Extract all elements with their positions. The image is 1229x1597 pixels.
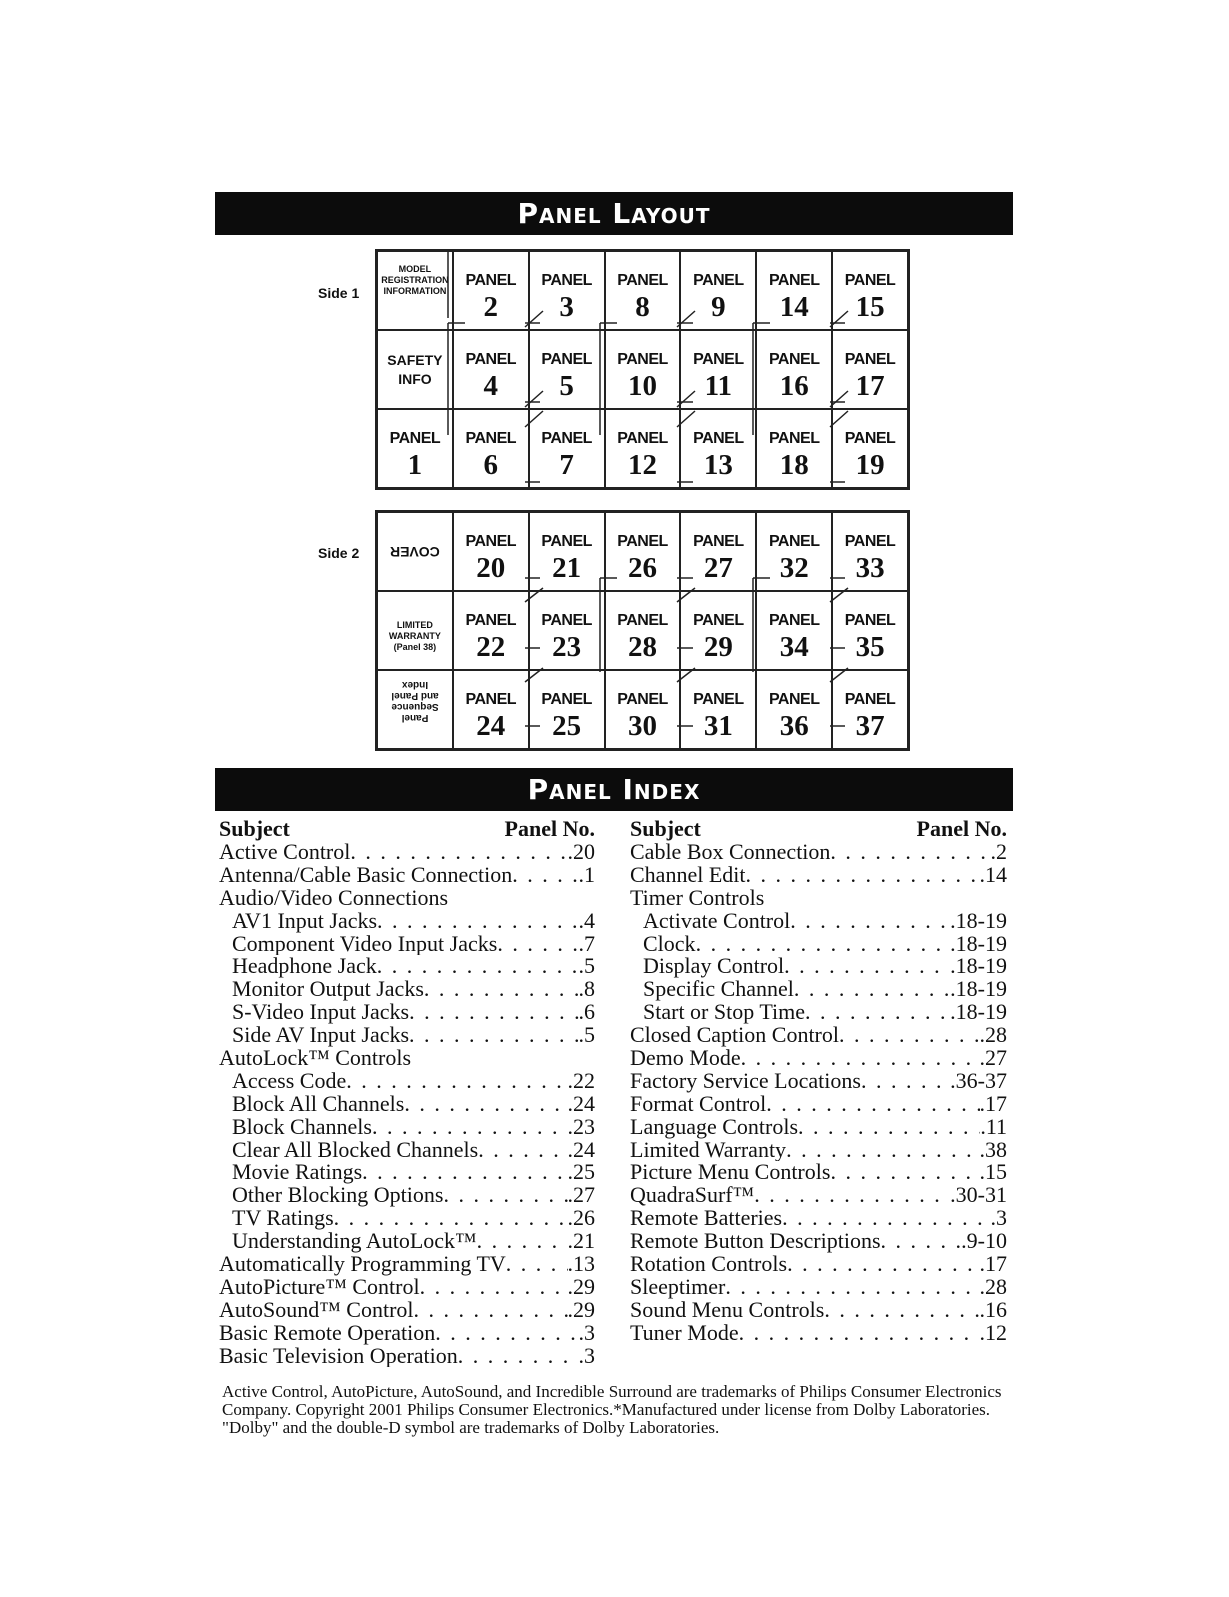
index-entry — [630, 955, 1007, 978]
panel-cell: PANEL 27 — [680, 512, 756, 591]
index-entry-panel: .13 — [567, 1253, 595, 1276]
leader-dots — [881, 1230, 962, 1253]
panel-number: 33 — [855, 552, 885, 584]
panel-number: 11 — [704, 370, 733, 402]
panel-cell: PANEL 6 — [453, 409, 529, 488]
leader-dots — [497, 933, 578, 956]
index-entry — [630, 978, 1007, 1001]
index-entry-subject: Understanding AutoLock™ — [232, 1230, 477, 1254]
index-entry-subject: Activate Control — [643, 909, 791, 933]
subject-header: Subject — [630, 816, 701, 841]
index-entry — [219, 1345, 595, 1368]
index-entry-panel: .29 — [567, 1298, 595, 1322]
index-entry — [219, 1070, 595, 1093]
index-entry-subject: Specific Channel — [643, 978, 794, 1002]
leader-dots — [377, 955, 579, 978]
panel-number: 16 — [779, 370, 809, 402]
index-right-list — [630, 841, 1007, 1345]
index-entry — [630, 1276, 1007, 1299]
index-entry-subject: Basic Remote Operation — [219, 1321, 436, 1345]
index-entry-subject: Format Control — [630, 1092, 767, 1116]
index-entry-subject: AutoLock™ Controls — [219, 1047, 412, 1070]
panel-cell: PANEL 1 — [377, 409, 453, 488]
index-entry — [219, 841, 595, 864]
index-entry — [630, 1322, 1007, 1345]
index-entry-panel: .28 — [979, 1024, 1007, 1048]
panel-index-header — [215, 768, 1013, 811]
index-entry-subject: Timer Controls — [630, 886, 765, 910]
index-entry-subject: Channel Edit — [630, 863, 746, 887]
index-left-header — [219, 818, 595, 841]
index-entry-panel: .18-19 — [950, 1001, 1007, 1025]
index-entry — [630, 1024, 1007, 1047]
index-entry-subject: Factory Service Locations — [630, 1069, 861, 1093]
leader-dots — [377, 910, 578, 933]
index-entry-panel: .23 — [567, 1115, 595, 1139]
index-entry-panel: .24 — [567, 1092, 595, 1116]
index-entry-panel: .27 — [979, 1047, 1007, 1070]
leader-dots — [784, 955, 950, 978]
panel-number: 30 — [627, 710, 657, 742]
panel-cell: PANEL 5 — [529, 330, 605, 409]
panel-cell: PANEL 7 — [529, 409, 605, 488]
panel-cell: PANEL 8 — [605, 251, 681, 330]
leader-dots — [409, 1001, 578, 1024]
panel-cell: PANEL 14 — [756, 251, 832, 330]
leader-dots — [414, 1299, 568, 1322]
index-entry-subject: Other Blocking Options — [232, 1184, 444, 1208]
index-entry-panel: .11 — [980, 1115, 1007, 1139]
index-entry — [630, 864, 1007, 887]
index-entry-panel: .27 — [567, 1184, 595, 1208]
leader-dots — [350, 841, 567, 864]
panel-cell: PANEL 32 — [756, 512, 832, 591]
index-entry-subject: AV1 Input Jacks — [232, 909, 378, 933]
index-entry — [219, 1001, 595, 1024]
panel-sequence-text: Panel Sequence and Panel Index — [391, 679, 439, 723]
index-entry-panel: .16 — [979, 1298, 1007, 1322]
panel-cell: PANEL 36 — [756, 670, 832, 749]
index-entry-subject: TV Ratings — [232, 1207, 334, 1231]
index-entry-panel: .3 — [990, 1207, 1007, 1231]
index-entry-panel: .26 — [567, 1207, 595, 1231]
panel-number: 14 — [779, 291, 809, 323]
panel-cell: PANEL 35 — [832, 591, 908, 670]
cover-text: COVER — [390, 544, 440, 560]
index-entry-panel: .22 — [567, 1069, 595, 1093]
panel-number: 26 — [627, 552, 657, 584]
leader-dots — [830, 841, 990, 864]
index-entry — [219, 933, 595, 956]
index-entry — [630, 933, 1007, 956]
leader-dots — [739, 1322, 980, 1345]
panel-number: 29 — [703, 631, 733, 663]
panel-number: 27 — [703, 552, 733, 584]
index-entry-panel: .18-19 — [950, 955, 1007, 979]
leader-dots — [798, 1116, 980, 1139]
index-entry — [219, 1322, 595, 1345]
index-entry — [630, 1116, 1007, 1139]
panel-cell: PANEL 25 — [529, 670, 605, 749]
leader-dots — [787, 1253, 979, 1276]
panel-number: 37 — [855, 710, 885, 742]
panel-number: 31 — [703, 710, 733, 742]
leader-dots — [805, 1001, 950, 1024]
index-entry — [630, 1299, 1007, 1322]
trademark-footnote: Active Control, AutoPicture, AutoSound, and Incredible Surround are trademarks of Philips Consumer Electronics Company. Copyright 2001 Philips Consumer Electronics.*Manufactured under license from Dolby Laboratories. "Dolby" and the double-D symbol are trademarks of Dolby Laboratories. — [222, 1382, 1002, 1437]
leader-dots — [839, 1024, 980, 1047]
panel-cell: PANEL 21 — [529, 512, 605, 591]
index-entry-subject: Remote Batteries — [630, 1207, 783, 1231]
index-entry-panel: .21 — [567, 1230, 595, 1254]
panel-cell: PANEL 29 — [680, 591, 756, 670]
panel-cell: PANEL 2 — [453, 251, 529, 330]
panel-number: 5 — [559, 370, 574, 402]
index-entry — [219, 1253, 595, 1276]
leader-dots — [435, 1322, 578, 1345]
leader-dots — [861, 1070, 950, 1093]
leader-dots — [824, 1299, 979, 1322]
leader-dots — [362, 1161, 567, 1184]
limited-warranty-text: LIMITED WARRANTY (Panel 38) — [388, 620, 441, 652]
panel-cell: PANEL 9 — [680, 251, 756, 330]
index-entry — [630, 841, 1007, 864]
panel-number: 28 — [627, 631, 657, 663]
index-entry-subject: Display Control — [643, 955, 785, 979]
leader-dots — [766, 1093, 979, 1116]
leader-dots — [478, 1139, 567, 1162]
index-entry-panel: .14 — [979, 863, 1007, 887]
index-entry — [219, 1299, 595, 1322]
panel-cell: PANEL 22 — [453, 591, 529, 670]
panel-cell: PANEL 28 — [605, 591, 681, 670]
index-entry-panel: .25 — [567, 1161, 595, 1185]
panel-number: 7 — [559, 449, 574, 481]
index-entry — [630, 1161, 1007, 1184]
panel-cell: PANEL 37 — [832, 670, 908, 749]
panel-no-header: Panel No. — [916, 816, 1007, 841]
index-entry-panel: .1 — [578, 863, 595, 887]
index-entry-subject: Access Code — [232, 1069, 347, 1093]
safety-info-text: SAFETY INFO — [387, 351, 443, 387]
index-entry-subject: Start or Stop Time — [643, 1001, 805, 1025]
panel-number: 12 — [627, 449, 657, 481]
index-entry — [630, 1047, 1007, 1070]
leader-dots — [458, 1345, 579, 1368]
leader-dots — [424, 978, 579, 1001]
leader-dots — [477, 1230, 568, 1253]
index-entry-subject: Monitor Output Jacks — [232, 978, 424, 1002]
panel-number: 2 — [483, 291, 499, 323]
panel-number: 24 — [476, 710, 506, 742]
index-entry — [219, 1139, 595, 1162]
panel-layout-title: Panel Layout — [517, 197, 711, 230]
index-entry-panel: .17 — [979, 1092, 1007, 1116]
leader-dots — [512, 864, 578, 887]
index-entry-subject: Limited Warranty — [630, 1138, 787, 1162]
index-entry — [219, 864, 595, 887]
panel-cell: PANEL 4 — [453, 330, 529, 409]
index-entry-subject: Side AV Input Jacks — [232, 1024, 410, 1048]
panel-cell: PANEL 33 — [832, 512, 908, 591]
index-entry — [630, 1253, 1007, 1276]
side-1-sequence-arrows — [375, 249, 910, 489]
side-2-sequence-arrows — [375, 510, 910, 750]
leader-dots — [409, 1024, 578, 1047]
leader-dots — [696, 933, 951, 956]
leader-dots — [404, 1093, 567, 1116]
index-entry-panel: .12 — [979, 1321, 1007, 1345]
index-entry-subject: Antenna/Cable Basic Connection — [219, 863, 513, 887]
panel-cell: PANEL 30 — [605, 670, 681, 749]
index-entry-subject: Rotation Controls — [630, 1253, 788, 1276]
leader-dots — [754, 1184, 950, 1207]
panel-number: 20 — [476, 552, 506, 584]
leader-dots — [334, 1207, 568, 1230]
index-entry-subject: Automatically Programming TV — [219, 1253, 506, 1276]
index-left-list — [219, 841, 595, 1367]
index-entry-subject: Closed Caption Control — [630, 1024, 839, 1048]
index-entry-subject: Clear All Blocked Channels — [232, 1138, 479, 1162]
index-entry — [219, 1276, 595, 1299]
index-entry-subject: Cable Box Connection — [630, 841, 831, 864]
index-entry-panel: .5 — [578, 1024, 595, 1048]
panel-cell: PANEL 26 — [605, 512, 681, 591]
index-right-header — [630, 818, 1007, 841]
leader-dots — [443, 1184, 567, 1207]
panel-number: 34 — [779, 631, 809, 663]
index-entry-panel: .30-31 — [950, 1184, 1007, 1208]
panel-number: 1 — [407, 449, 423, 481]
panel-number: 10 — [627, 370, 657, 402]
index-entry-panel: .18-19 — [950, 932, 1007, 956]
index-entry-subject: Tuner Mode — [630, 1321, 739, 1345]
index-entry-panel: .38 — [979, 1138, 1007, 1162]
panel-cell: PANEL 10 — [605, 330, 681, 409]
panel-number: 32 — [779, 552, 809, 584]
index-entry-subject: Audio/Video Connections — [219, 886, 449, 910]
index-entry — [219, 1230, 595, 1253]
index-entry-subject: Block All Channels — [232, 1092, 405, 1116]
index-right-column — [630, 818, 1007, 1345]
leader-dots — [372, 1116, 568, 1139]
index-entry — [219, 910, 595, 933]
index-entry-subject: Headphone Jack — [232, 955, 377, 979]
index-entry-subject: S-Video Input Jacks — [232, 1001, 410, 1025]
index-entry-panel: .18-19 — [950, 909, 1007, 933]
side-1-label: Side 1 — [318, 285, 360, 301]
panel-cell: PANEL 15 — [832, 251, 908, 330]
index-entry — [219, 1047, 595, 1070]
index-entry — [630, 910, 1007, 933]
panel-number: 13 — [703, 449, 733, 481]
leader-dots — [830, 1161, 979, 1184]
panel-number: 21 — [552, 552, 582, 584]
panel-number: 25 — [552, 710, 582, 742]
index-entry-panel: .7 — [578, 932, 595, 956]
index-entry — [219, 1184, 595, 1207]
leader-dots — [782, 1207, 990, 1230]
leader-dots — [741, 1047, 980, 1070]
index-entry — [630, 1093, 1007, 1116]
index-entry-subject: Demo Mode — [630, 1047, 741, 1070]
panel-index-title: Panel Index — [527, 773, 701, 806]
panel-number: 6 — [483, 449, 499, 481]
index-entry-panel: .9-10 — [961, 1230, 1007, 1254]
index-entry — [630, 1207, 1007, 1230]
leader-dots — [420, 1276, 568, 1299]
index-entry — [630, 1184, 1007, 1207]
index-entry — [219, 1024, 595, 1047]
index-entry-subject: Picture Menu Controls — [630, 1161, 831, 1185]
index-entry-subject: Language Controls — [630, 1115, 799, 1139]
panel-layout-header — [215, 192, 1013, 235]
index-entry-subject: Clock — [643, 932, 696, 956]
index-left-column — [219, 818, 595, 1367]
index-entry-panel: .4 — [578, 909, 595, 933]
panel-cell: PANEL 18 — [756, 409, 832, 488]
index-entry — [630, 1139, 1007, 1162]
index-entry-subject: Sleeptimer — [630, 1275, 726, 1299]
panel-cell: PANEL 12 — [605, 409, 681, 488]
index-entry-panel: .5 — [578, 955, 595, 979]
panel-cell: PANEL 20 — [453, 512, 529, 591]
panel-cell: PANEL 19 — [832, 409, 908, 488]
index-entry-panel: .24 — [567, 1138, 595, 1162]
panel-no-header: Panel No. — [504, 816, 595, 841]
leader-dots — [786, 1139, 979, 1162]
index-entry-subject: Basic Television Operation — [219, 1344, 458, 1368]
index-entry-subject: Active Control — [219, 841, 351, 864]
index-entry-panel: .3 — [578, 1344, 595, 1368]
index-entry-subject: Movie Ratings — [232, 1161, 363, 1185]
panel-number: 18 — [779, 449, 809, 481]
panel-cell: PANEL 34 — [756, 591, 832, 670]
panel-number: 15 — [855, 291, 885, 323]
panel-cell: PANEL 23 — [529, 591, 605, 670]
side-2-label: Side 2 — [318, 545, 360, 561]
index-entry-subject: AutoSound™ Control — [219, 1298, 414, 1322]
panel-number: 19 — [855, 449, 885, 481]
index-entry-panel: .6 — [578, 1001, 595, 1025]
index-entry-subject: Component Video Input Jacks — [232, 932, 498, 956]
index-entry-panel: .28 — [979, 1275, 1007, 1299]
index-entry — [219, 1207, 595, 1230]
panel-cell: PANEL 17 — [832, 330, 908, 409]
panel-number: 36 — [779, 710, 809, 742]
leader-dots — [506, 1253, 568, 1276]
index-entry-subject: Block Channels — [232, 1115, 372, 1139]
panel-cell: PANEL 24 — [453, 670, 529, 749]
panel-number: 4 — [483, 370, 499, 402]
index-entry-panel: .20 — [567, 841, 595, 864]
index-entry — [630, 1070, 1007, 1093]
panel-number: 3 — [559, 291, 574, 323]
index-entry — [219, 955, 595, 978]
index-entry-panel: .2 — [990, 841, 1007, 864]
index-entry — [630, 1230, 1007, 1253]
index-entry-panel: .3 — [578, 1321, 595, 1345]
index-entry-subject: Remote Button Descriptions — [630, 1230, 881, 1254]
panel-cell: PANEL 13 — [680, 409, 756, 488]
index-entry-panel: .36-37 — [950, 1069, 1007, 1093]
leader-dots — [794, 978, 950, 1001]
index-entry-panel: .15 — [979, 1161, 1007, 1185]
index-entry-panel: .8 — [578, 978, 595, 1002]
index-entry-panel: .18-19 — [950, 978, 1007, 1002]
panel-number: 22 — [476, 631, 506, 663]
leader-dots — [790, 910, 950, 933]
index-entry — [219, 1116, 595, 1139]
index-entry — [219, 887, 595, 910]
leader-dots — [725, 1276, 979, 1299]
model-registration-text: MODEL REGISTRATION INFORMATION — [381, 264, 449, 296]
panel-number: 17 — [855, 370, 885, 402]
index-entry — [219, 1093, 595, 1116]
index-entry — [219, 978, 595, 1001]
panel-number: 35 — [855, 631, 885, 663]
panel-number: 23 — [552, 631, 582, 663]
index-entry-subject: QuadraSurf™ — [630, 1184, 755, 1208]
leader-dots — [346, 1070, 567, 1093]
panel-number: 8 — [635, 291, 650, 323]
index-entry — [630, 887, 1007, 910]
index-entry — [630, 1001, 1007, 1024]
panel-cell: PANEL 16 — [756, 330, 832, 409]
panel-cell: PANEL 31 — [680, 670, 756, 749]
index-entry-panel: .17 — [979, 1253, 1007, 1276]
index-entry-panel: .29 — [567, 1275, 595, 1299]
leader-dots — [745, 864, 979, 887]
panel-cell: PANEL 3 — [529, 251, 605, 330]
index-entry-subject: AutoPicture™ Control — [219, 1275, 420, 1299]
index-entry — [219, 1161, 595, 1184]
panel-number: 9 — [711, 291, 726, 323]
panel-cell: PANEL 11 — [680, 330, 756, 409]
index-entry-subject: Sound Menu Controls — [630, 1298, 825, 1322]
subject-header: Subject — [219, 816, 290, 841]
